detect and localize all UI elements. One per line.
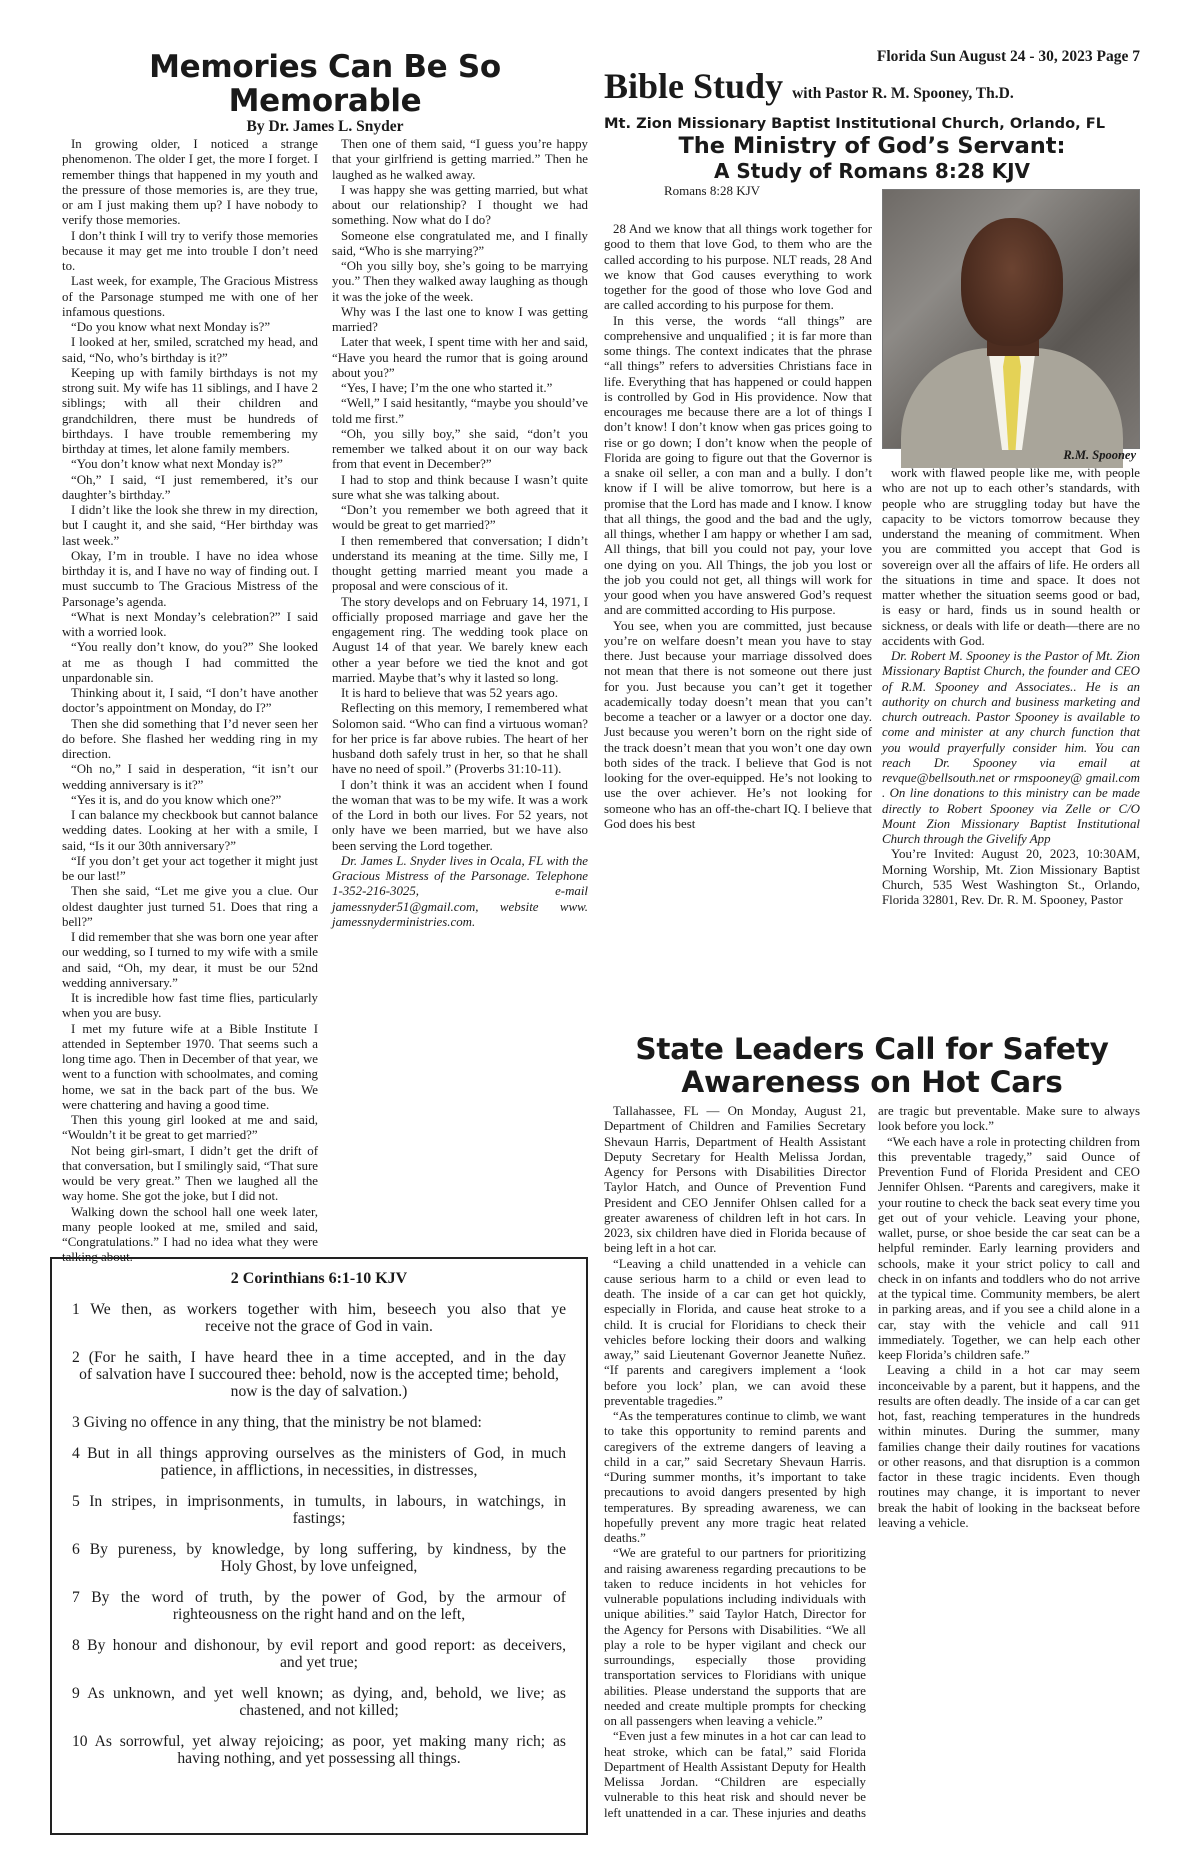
hot-cars-headline-line-2: Awareness on Hot Cars: [681, 1065, 1063, 1099]
paragraph: Leaving a child in a hot car may seem inconceivable by a parent, but it happens, and the results are often deadly. The inside of a car can get hot, fast, reaching temperatures in the hundreds within minutes. During the summer, many families change their daily routines for vacations or other reasons, and that disruption is a common factor in these tragic incidents. Even though routines may change, it is important to never break the habit of looking in the backseat before leaving a vehicle.: [878, 1363, 1140, 1530]
hot-cars-article: [604, 1033, 1140, 1834]
hot-cars-headline: [604, 1033, 1140, 1099]
paragraph: Why was I the last one to know I was getting married?: [332, 304, 588, 334]
verse-first-line: 10 As sorrowful, yet alway rejoicing; as poor, yet making many rich; as: [72, 1733, 566, 1750]
bible-study-column-2: [882, 466, 1140, 1030]
paragraph: I did remember that she was born one year after our wedding, so I turned to my wife with a smile and said, “Oh, my dear, it must be our 52nd wedding anniversary.”: [62, 930, 318, 990]
paragraph: “Leaving a child unattended in a vehicle can cause serious harm to a child or even lead to death. The inside of a car can get hot quickly, especially in Florida, and cause heat stroke to a child. It is crucial for Floridians to check their vehicles before locking their doors and walking away,” said Lieutenant Governor Jeanette Nuñez. “If parents and caregivers implement a ‘look before you lock’ plan, we can avoid these preventable tragedies.”: [604, 1256, 866, 1408]
verse-first-line: 8 By honour and dishonour, by evil report and good report: as deceivers,: [72, 1637, 566, 1654]
paragraph: Then she did something that I’d never seen her do before. She flashed her wedding ring in my direction.: [62, 716, 318, 761]
hot-cars-body: [604, 1104, 1140, 1834]
verse-first-line: 4 But in all things approving ourselves as the ministers of God, in much: [72, 1445, 566, 1462]
scripture-verse: [72, 1349, 566, 1400]
memories-headline: Memories Can Be So Memorable: [149, 49, 501, 119]
paragraph: You see, when you are committed, just because you’re on welfare doesn’t mean you have to stay there. Just because your marriage dissolved does not mean that there is not someone out there just for you. Just because you can’t get it together academically today doesn’t mean that you can’t become a teacher or a lawyer or a doctor one day. Just because you weren’t born on the right side of the track doesn’t mean that you won’t one day own both sides of the track. I believe that God is not looking for the over-equipped. He’s not looking to use the over achiever. He’s not looking for someone who has an off-the-chart IQ. I believe that God does his best: [604, 618, 872, 831]
paragraph: I can balance my checkbook but cannot balance wedding dates. Looking at her with a smile, I said, “Is it our 30th anniversary?”: [62, 808, 318, 853]
bible-study-column-2-text: [882, 466, 1140, 649]
page-dateline: Florida Sun August 24 - 30, 2023 Page 7: [876, 48, 1140, 65]
paragraph: “Oh,” I said, “I just remembered, it’s our daughter’s birthday.”: [62, 472, 318, 502]
church-name: Mt. Zion Missionary Baptist Institutional Church, Orlando, FL: [604, 115, 1106, 132]
invitation: You’re Invited: August 20, 2023, 10:30AM, Morning Worship, Mt. Zion Missionary Baptist Church, 535 West Washington St., Orlando, Florida 32801, Rev. Dr. R. M. Spooney, Pastor: [882, 847, 1140, 907]
verse-first-line: 9 As unknown, and yet well known; as dying, and, behold, we live; as: [72, 1685, 566, 1702]
paragraph: Keeping up with family birthdays is not my strong suit. My wife has 11 siblings, and I have 2 siblings; with all their children and grandchildren, there must be hundreds of birthdays. I have trouble remembering my birthday at times, let alone family members.: [62, 365, 318, 456]
paragraph: Thinking about it, I said, “I don’t have another doctor’s appointment on Monday, do I?”: [62, 686, 318, 716]
scripture-verse: [72, 1301, 566, 1335]
paragraph: Then she said, “Let me give you a clue. Our oldest daughter just turned 51. Does that ring a bell?”: [62, 884, 318, 929]
verse-first-line: 7 By the word of truth, by the power of God, by the armour of: [72, 1589, 566, 1606]
verse-first-line: 5 In stripes, in imprisonments, in tumults, in labours, in watchings, in: [72, 1493, 566, 1510]
paragraph: “Yes it is, and do you know which one?”: [71, 792, 282, 807]
paragraph: I didn’t like the look she threw in my direction, but I caught it, and she said, “Her birthday was last week.”: [62, 503, 318, 548]
scripture-verse: [72, 1685, 566, 1719]
paragraph: Then one of them said, “I guess you’re happy that your girlfriend is getting married.” Then he laughed as he walked away.: [332, 137, 588, 182]
scripture-verse: [72, 1493, 566, 1527]
memories-article: [62, 49, 588, 1265]
bible-study-column-1: [604, 222, 872, 1030]
bible-study-header: [604, 48, 1140, 199]
paragraph: It is incredible how fast time flies, particularly when you are busy.: [62, 991, 318, 1021]
ministry-subheadline: A Study of Romans 8:28 KJV: [713, 159, 1031, 183]
ministry-headline: The Ministry of God’s Servant:: [678, 133, 1066, 159]
pastor-photo: [882, 189, 1140, 449]
paragraph: “Don’t you remember we both agreed that it would be great to get married?”: [332, 503, 588, 533]
paragraph: “Do you know what next Monday is?”: [71, 320, 271, 334]
paragraph: I then remembered that conversation; I didn’t understand its meaning at the time. Silly me, I thought getting married meant you made a proposal and were conscious of it.: [332, 533, 588, 594]
paragraph: It is hard to believe that was 52 years ago.: [341, 686, 558, 700]
hot-cars-headline-line-1: State Leaders Call for Safety: [635, 1032, 1109, 1066]
paragraph: “Even just a few minutes in a hot car can lead to heat stroke, which can be fatal,” said Florida Department of Health Assistant Deputy for Health Melissa Jordan. “Children are especially vulnerable to this heat risk and should never be left unattended in a car. These injuries and deaths are tragic but preventable. Make sure to always look before you lock.”: [604, 1104, 1140, 1820]
verse-continuation: fastings;: [292, 1510, 346, 1527]
paragraph: “You don’t know what next Monday is?”: [71, 457, 283, 472]
paragraph: “Well,” I said hesitantly, “maybe you should’ve told me first.”: [332, 396, 588, 426]
scripture-verse: [72, 1541, 566, 1575]
scripture-verse: [72, 1414, 566, 1431]
paragraph: Later that week, I spent time with her and said, “Have you heard the rumor that is going around about you?”: [332, 335, 588, 380]
pastor-bio: Dr. Robert M. Spooney is the Pastor of Mt. Zion Missionary Baptist Church, the founder and CEO of R.M. Spooney and Associates.. He is an authority on church and business marketing and church outreach. Pastor Spooney is available to come and minister at any church function that you would prayerfully consider him. You can reach Dr. Spooney via email at revque@bellsouth.net or rmspooney@ gmail.com . On line donations to this ministry can be made directly to Robert Spooney via Zelle or C/O Mount Zion Missionary Baptist Institutional Church through the Givelify App: [882, 649, 1140, 846]
verse-first-line: 1 We then, as workers together with him, beseech you also that ye: [72, 1301, 566, 1318]
paragraph: I don’t think I will try to verify those memories because it may get me into trouble I don’t need to.: [62, 228, 318, 273]
bible-study-title: [604, 68, 1140, 112]
memories-body: [62, 137, 588, 1274]
paragraph: Okay, I’m in trouble. I have no idea whose birthday it is, and I have no way of finding out. I must succumb to The Gracious Mistress of the Parsonage’s agenda.: [62, 548, 318, 609]
scripture-reference: Romans 8:28 KJV: [664, 183, 761, 198]
verse-continuation: Holy Ghost, by love unfeigned,: [220, 1558, 418, 1575]
verse-first-line: 3 Giving no offence in any thing, that the ministry be not blamed:: [72, 1414, 482, 1431]
verse-continuation: receive not the grace of God in vain.: [205, 1318, 433, 1335]
paragraph: Reflecting on this memory, I remembered what Solomon said. “Who can find a virtuous woman? for her price is far above rubies. The heart of her husband doth safely trust in her, so that he shall have no need of spoil.” (Proverbs 31:10-11).: [332, 701, 588, 777]
paragraph: “Oh you silly boy, she’s going to be marrying you.” Then they walked away laughing as though it was the joke of the week.: [332, 259, 588, 304]
bible-study-title-text: Bible Study: [604, 66, 784, 106]
paragraph: “As the temperatures continue to climb, we want to take this opportunity to remind parents and caregivers of the extreme dangers of leaving a child in a car,” said Secretary Shevaun Harris. “During summer months, it’s important to take precautions to avoid dangers presented by high temperatures. By spreading awareness, we can hopefully prevent any more tragic heat related deaths.”: [604, 1409, 866, 1545]
scripture-verse: [72, 1637, 566, 1671]
verse-first-line: 2 (For he saith, I have heard thee in a time accepted, and in the day: [72, 1349, 566, 1366]
paragraph: I met my future wife at a Bible Institute I attended in September 1970. That seems such a long time ago. Then in December of that year, we went to a function with schoolmates, and coming home, we sat in the back part of the bus. We were chattering and having a good time.: [62, 1021, 318, 1112]
paragraph: Not being girl-smart, I didn’t get the drift of that conversation, but I smilingly said, “That sure would be very great.” Then we laughed all the way home. She got the joke, but I did not.: [62, 1143, 318, 1204]
photo-face: [961, 218, 1063, 346]
paragraph: I had to stop and think because I wasn’t quite sure what she was talking about.: [332, 472, 588, 502]
memories-byline: By Dr. James L. Snyder: [246, 118, 404, 135]
paragraph: Walking down the school hall one week later, many people looked at me, smiled and said, “Congratulations.” I had no idea what they were talking about.: [62, 1204, 318, 1265]
verse-continuation: patience, in afflictions, in necessities, in distresses,: [160, 1462, 478, 1479]
paragraph: Then this young girl looked at me and said, “Wouldn’t it be great to get married?”: [62, 1113, 318, 1143]
scripture-verse: [72, 1733, 566, 1767]
paragraph: “If you don’t get your act together it might just be our last!”: [62, 853, 318, 883]
paragraph: The story develops and on February 14, 1971, I officially proposed marriage and gave her the engagement ring. The wedding took place on August 14 of that year. We barely knew each other a year before we tied the knot and got married. Maybe that’s why it lasted so long.: [332, 594, 588, 685]
verse-continuation: and yet true;: [280, 1654, 358, 1671]
verse-continuation: righteousness on the right hand and on the left,: [172, 1606, 466, 1623]
bible-study-pastor: with Pastor R. M. Spooney, Th.D.: [792, 85, 1014, 102]
verse-continuation: having nothing, and yet possessing all things.: [177, 1750, 461, 1767]
author-bio: Dr. James L. Snyder lives in Ocala, FL with the Gracious Mistress of the Parsonage. Telephone 1-352-216-3025, e-mail jamessnyder51@gmail.com, website www. jamessnyderministries.com.: [332, 853, 588, 929]
verse-continuation: of salvation have I succoured thee: behold, now is the accepted time; behold, now is the day of salvation.): [79, 1366, 559, 1400]
paragraph: “Oh no,” I said in desperation, “it isn’t our wedding anniversary is it?”: [62, 762, 318, 792]
scripture-box-title: 2 Corinthians 6:1-10 KJV: [230, 1270, 408, 1287]
paragraph: “Yes, I have; I’m the one who started it.”: [341, 381, 553, 395]
paragraph: In this verse, the words “all things” are comprehensive and unqualified ; it is far more than some things. The context indicates that the phrase “all things” refers to adversities Christians face in life. Everything that has happened or could happen is controlled by God in His providence. Now that encourages me because there are a lot of things I don’t know! I don’t know when gas prices going to rise or go down; I don’t know when the people of Florida are going to figure out that the Governor is a snake oil seller, a con man and a bully. I don’t know if I will be alive tomorrow, but here is a promise that the Lord has made and I know. I know that all things, the good and the bad and the ugly, all things, whether I am happy or whether I am sad, All things, that bill you could not pay, your love one dying on you. All Things, the job you lost or the job you could not get, all things will work for your good when you have answered God’s request and are committed according to His purpose.: [604, 313, 872, 618]
paragraph: “Oh, you silly boy,” she said, “don’t you remember we talked about it on our way back from that event in December?”: [332, 426, 588, 472]
paragraph: Tallahassee, FL — On Monday, August 21, Department of Children and Families Secretary Shevaun Harris, Department of Health Assistant Deputy Secretary for Health Melissa Jordan, Agency for Persons with Disabilities Director Taylor Hatch, and Ounce of Prevention Fund President and CEO Jennifer Ohlsen called for a greater awareness of children left in hot cars. In 2023, six children have died in Florida because of being left in a hot car.: [604, 1104, 866, 1256]
verse-continuation: chastened, and not killed;: [239, 1702, 399, 1719]
paragraph: “What is next Monday’s celebration?” I said with a worried look.: [62, 609, 318, 639]
paragraph: I looked at her, smiled, scratched my head, and said, “No, who’s birthday is it?”: [62, 335, 318, 365]
scripture-verses: [72, 1301, 566, 1767]
paragraph: 28 And we know that all things work together for good to them that love God, to them who are the called according to his purpose. NLT reads, 28 And we know that God causes everything to work together for the good of those who love God and are called according to his purpose for them.: [604, 222, 872, 313]
paragraph: “You really don’t know, do you?” She looked at me as though I had committed the unpardonable sin.: [62, 640, 318, 685]
scripture-verse: [72, 1589, 566, 1623]
paragraph: I don’t think it was an accident when I found the woman that was to be my wife. It was a work of the Lord in both our lives. For 52 years, not only have we been married, but we have also been serving the Lord together.: [332, 777, 588, 853]
paragraph: I was happy she was getting married, but what about our relationship? I thought we had something. Now what do I do?: [332, 182, 588, 228]
scripture-verse: [72, 1445, 566, 1479]
paragraph: “We each have a role in protecting children from this preventable tragedy,” said Ounce of Prevention Fund of Florida President and CEO Jennifer Ohlsen. “Parents and caregivers, make it your routine to check the back seat every time you get out of your vehicle. Leaving your phone, wallet, purse, or shoe beside the car seat can be a helpful reminder. Early learning providers and schools, make it your strict policy to call and check in on infants and toddlers who do not arrive at the typical time. Community members, be alert in parking areas, and if you see a child alone in a car, stay with the vehicle and call 911 immediately. Together, we can help each other keep Florida’s children safe.”: [878, 1134, 1140, 1362]
verse-first-line: 6 By pureness, by knowledge, by long suffering, by kindness, by the: [72, 1541, 566, 1558]
paragraph: In growing older, I noticed a strange phenomenon. The older I get, the more I forget. I remember things that happened in my youth and the pressure of those memories is, are they true, or am I just making them up? I have nobody to verify those memories.: [62, 137, 318, 228]
paragraph: Someone else congratulated me, and I finally said, “Who is she marrying?”: [332, 228, 588, 258]
paragraph: work with flawed people like me, with people who are not up to each other’s standards, with people who are struggling today but have the capacity to be victors tomorrow because they understand the meaning of commitment. When you are committed you accept that God is sovereign over all the affairs of life. He orders all the situations in time and space. It does not matter whether the situation seems good or bad, is easy or hard, finds us in sound health or sickness, or deals with life or death—there are no accidents with God.: [882, 466, 1140, 648]
paragraph: Last week, for example, The Gracious Mistress of the Parsonage stumped me with one of her infamous questions.: [62, 274, 318, 319]
scripture-box: [50, 1257, 588, 1835]
paragraph: “We are grateful to our partners for prioritizing and raising awareness regarding precautions to be taken to reduce incidents in hot vehicles for vulnerable populations including individuals with unique abilities.” said Taylor Hatch, Director for the Agency for Persons with Disabilities. “We all play a role to be hyper vigilant and check our surroundings, especially those providing transportation services to Floridians with unique abilities. Please understand the supports that are needed and create multiple prompts for checking on all passengers when leaving a vehicle.”: [604, 1546, 866, 1728]
pastor-photo-caption: R.M. Spooney: [1063, 448, 1136, 462]
